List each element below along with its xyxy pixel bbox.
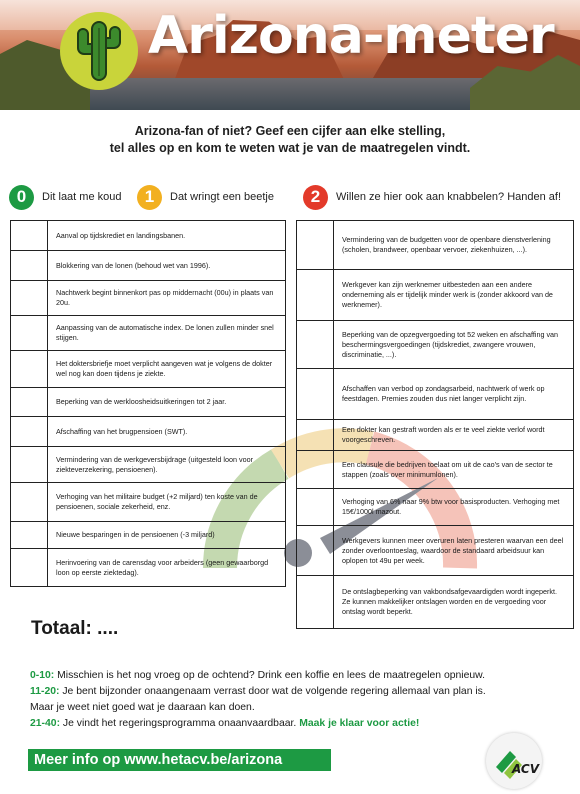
table-row <box>10 351 286 388</box>
statement-text: Verhoging van het militaire budget (+2 miljard) ten koste van de pensioenen, sociale zekerheid, enz. <box>48 483 286 521</box>
cactus-icon <box>60 12 138 90</box>
statement-text: Een clausule die bedrijven toelaat om uit de cao's van de sector te stappen (zoals over minimumlonen). <box>334 451 574 488</box>
table-row <box>10 447 286 483</box>
statement-text: Afschaffing van het brugpensioen (SWT). <box>48 417 286 446</box>
table-row <box>10 251 286 281</box>
result-text: Maar je weet niet goed wat je daaraan kan doen. <box>30 702 255 713</box>
intro-line-2: tel alles op en kom te weten wat je van de maatregelen vindt. <box>109 141 471 155</box>
statements-table-right <box>296 220 574 629</box>
acv-logo <box>486 733 542 789</box>
statement-text: Nieuwe besparingen in de pensioenen (-3 miljard) <box>48 522 286 548</box>
result-line-2b <box>30 700 570 716</box>
score-cell[interactable] <box>10 522 48 548</box>
more-info-link[interactable]: Meer info op www.hetacv.be/arizona <box>28 749 331 771</box>
table-row <box>10 417 286 447</box>
result-text: Je vindt het regeringsprogramma onaanvaardbaar. <box>60 718 300 729</box>
statement-text: Werkgever kan zijn werknemer uitbesteden aan een andere onderneming als er tijdelijk minder werk is (zonder akkoord van de werknemer). <box>334 270 574 320</box>
result-text: Je bent bijzonder onaangenaam verrast door wat de volgende regering allemaal van plan is. <box>59 686 486 697</box>
result-line-2 <box>30 684 570 700</box>
score-cell[interactable] <box>296 420 334 450</box>
intro-line-1: Arizona-fan of niet? Geef een cijfer aan elke stelling, <box>134 124 446 138</box>
statement-text: De ontslagbeperking van vakbondsafgevaardigden wordt ingeperkt. Ze kunnen makkelijker ontslagen worden en de vergoeding voor ontslag wordt beperkt. <box>334 576 574 628</box>
header-banner <box>0 0 580 110</box>
statement-text: Beperking van de opzegvergoeding tot 52 weken en afschaffing van beschermingsvergoedingen (tijdskrediet, zwangere vrouwen, discriminatie, ...). <box>334 321 574 368</box>
table-row <box>296 576 574 629</box>
score-cell[interactable] <box>296 221 334 269</box>
legend-item-1 <box>137 184 274 210</box>
table-row <box>296 420 574 451</box>
statement-text: Blokkering van de lonen (behoud wet van 1996). <box>48 251 286 280</box>
statement-text: Het doktersbriefje moet verplicht aangeven wat je volgens de dokter wel nog kan doen tijdens je ziekte. <box>48 351 286 387</box>
legend-item-2 <box>303 184 561 210</box>
score-cell[interactable] <box>10 221 48 250</box>
statement-text: Aanpassing van de automatische index. De lonen zullen minder snel stijgen. <box>48 316 286 350</box>
table-row <box>296 526 574 576</box>
table-row <box>296 451 574 489</box>
score-cell[interactable] <box>296 270 334 320</box>
score-1-badge: 1 <box>137 185 162 210</box>
legend-label-0: Dit laat me koud <box>42 191 122 203</box>
result-range: 0-10: <box>30 670 55 681</box>
score-cell[interactable] <box>296 489 334 525</box>
total-label: Totaal: .... <box>31 618 119 639</box>
score-cell[interactable] <box>296 321 334 368</box>
score-cell[interactable] <box>10 549 48 586</box>
legend-label-2: Willen ze hier ook aan knabbelen? Handen af! <box>336 191 562 203</box>
call-to-action: Maak je klaar voor actie! <box>299 718 420 729</box>
statement-text: Werkgevers kunnen meer overuren laten presteren waarvan een deel zonder overloontoeslag, waardoor de standaard arbeidsuur kan oplopen tot 49u per week. <box>334 526 574 575</box>
statement-text: Aanval op tijdskrediet en landingsbanen. <box>48 221 286 250</box>
acv-logo-text: ACV <box>512 762 540 776</box>
table-row <box>296 489 574 526</box>
result-range: 21-40: <box>30 718 61 729</box>
statement-text: Vermindering van de werkgeversbijdrage (uitgesteld loon voor ziekteverzekering, pensioenen). <box>48 447 286 482</box>
statement-text: Verhoging van 6% naar 9% btw voor basisproducten. Verhoging met 15€/1000l mazout. <box>334 489 574 525</box>
score-cell[interactable] <box>10 316 48 350</box>
results-legend <box>30 668 570 732</box>
table-row <box>10 221 286 251</box>
score-cell[interactable] <box>296 369 334 419</box>
legend-label-1: Dat wringt een beetje <box>170 191 274 203</box>
score-0-badge: 0 <box>9 185 34 210</box>
statement-text: Beperking van de werkloosheidsuitkeringen tot 2 jaar. <box>48 388 286 416</box>
statement-text: Afschaffen van verbod op zondagsarbeid, nachtwerk of werk op feestdagen. Premies zouden dus niet langer verplicht zijn. <box>334 369 574 419</box>
table-row <box>10 388 286 417</box>
result-line-3 <box>30 716 570 732</box>
statement-text: Nachtwerk begint binnenkort pas op middernacht (00u) in plaats van 20u. <box>48 281 286 315</box>
result-line-1 <box>30 668 570 684</box>
page-title: Arizona-meter <box>148 6 554 66</box>
score-cell[interactable] <box>296 451 334 488</box>
score-cell[interactable] <box>296 576 334 628</box>
statement-text: Een dokter kan gestraft worden als er te veel ziekte verlof wordt voorgeschreven. <box>334 420 574 450</box>
table-row <box>296 369 574 420</box>
table-row <box>296 270 574 321</box>
score-cell[interactable] <box>10 388 48 416</box>
intro-text <box>0 123 580 157</box>
statement-text: Vermindering van de budgetten voor de openbare dienstverlening (scholen, brandweer, openbaar vervoer, ziekenhuizen, ...). <box>334 221 574 269</box>
table-row <box>10 549 286 587</box>
score-cell[interactable] <box>10 251 48 280</box>
table-row <box>10 483 286 522</box>
result-text: Misschien is het nog vroeg op de ochtend? Drink een koffie en lees de maatregelen opnieuw. <box>54 670 485 681</box>
score-cell[interactable] <box>10 281 48 315</box>
score-2-badge: 2 <box>303 185 328 210</box>
legend-item-0 <box>9 184 121 210</box>
table-row <box>10 316 286 351</box>
score-cell[interactable] <box>10 351 48 387</box>
score-cell[interactable] <box>296 526 334 575</box>
statements-table-left <box>10 220 286 587</box>
table-row <box>10 522 286 549</box>
score-cell[interactable] <box>10 483 48 521</box>
table-row <box>296 221 574 270</box>
statement-text: Herinvoering van de carensdag voor arbeiders (geen gewaarborgd loon op eerste ziektedag). <box>48 549 286 586</box>
table-row <box>296 321 574 369</box>
score-cell[interactable] <box>10 447 48 482</box>
result-range: 11-20: <box>30 686 60 697</box>
score-cell[interactable] <box>10 417 48 446</box>
table-row <box>10 281 286 316</box>
